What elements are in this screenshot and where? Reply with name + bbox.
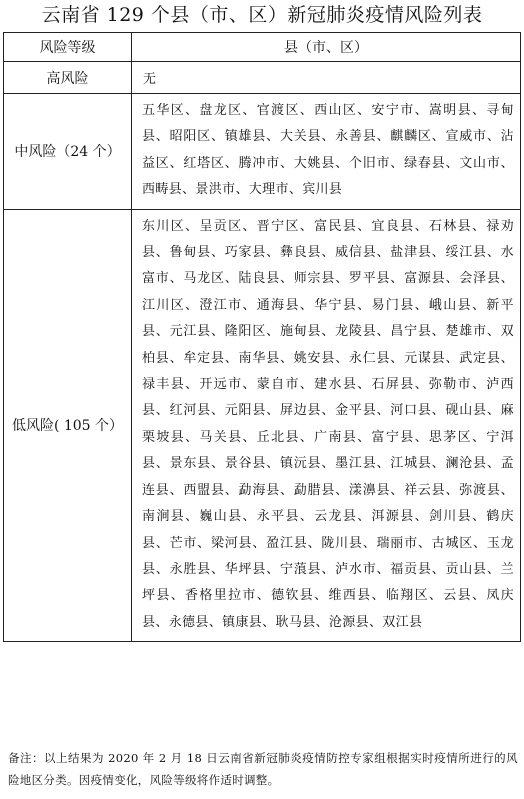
header-counties: 县（市、区） bbox=[132, 33, 521, 62]
medium-counties: 五华区、盘龙区、官渡区、西山区、安宁市、嵩明县、寻甸县、昭阳区、镇雄县、大关县、永善县、麒麟区、宣威市、沾益区、红塔区、腾冲市、大姚县、个旧市、绿春县、文山市、西畴县、景洪市、大理市、宾川县 bbox=[132, 94, 521, 210]
level-high: 高风险 bbox=[4, 62, 132, 94]
footnote: 备注：以上结果为 2020 年 2 月 18 日云南省新冠肺炎疫情防控专家组根据实时疫情所进行的风险地区分类。因疫情变化，风险等级将作适时调整。 bbox=[8, 751, 518, 787]
page-title: 云南省 129 个县（市、区）新冠肺炎疫情风险列表 bbox=[41, 4, 483, 26]
header-risk-level: 风险等级 bbox=[4, 33, 132, 62]
level-medium: 中风险（24 个） bbox=[4, 94, 132, 210]
table-row-high bbox=[4, 62, 521, 94]
risk-table bbox=[3, 32, 521, 642]
high-counties: 无 bbox=[132, 62, 521, 94]
table-row-low bbox=[4, 209, 521, 642]
level-low: 低风险( 105 个） bbox=[4, 209, 132, 642]
low-counties: 东川区、呈贡区、晋宁区、富民县、宜良县、石林县、禄劝县、鲁甸县、巧家县、彝良县、威信县、盐津县、绥江县、水富市、马龙区、陆良县、师宗县、罗平县、富源县、会泽县、江川区、澄江市、通海县、华宁县、易门县、峨山县、新平县、元江县、隆阳区、施甸县、龙陵县、昌宁县、楚雄市、双柏县、牟定县、南华县、姚安县、永仁县、元谋县、武定县、禄丰县、开远市、蒙自市、建水县、石屏县、弥勒市、泸西县、红河县、元阳县、屏边县、金平县、河口县、砚山县、麻栗坡县、马关县、丘北县、广南县、富宁县、思茅区、宁洱县、景东县、景谷县、镇沅县、墨江县、江城县、澜沧县、孟连县、西盟县、勐海县、勐腊县、漾濞县、祥云县、弥渡县、南涧县、巍山县、永平县、云龙县、洱源县、剑川县、鹤庆县、芒市、梁河县、盈江县、陇川县、瑞丽市、古城区、玉龙县、永胜县、华坪县、宁蒗县、泸水市、福贡县、贡山县、兰坪县、香格里拉市、德钦县、维西县、临翔区、云县、凤庆县、永德县、镇康县、耿马县、沧源县、双江县 bbox=[132, 209, 521, 642]
table-row-medium bbox=[4, 94, 521, 210]
table-header-row bbox=[4, 33, 521, 62]
